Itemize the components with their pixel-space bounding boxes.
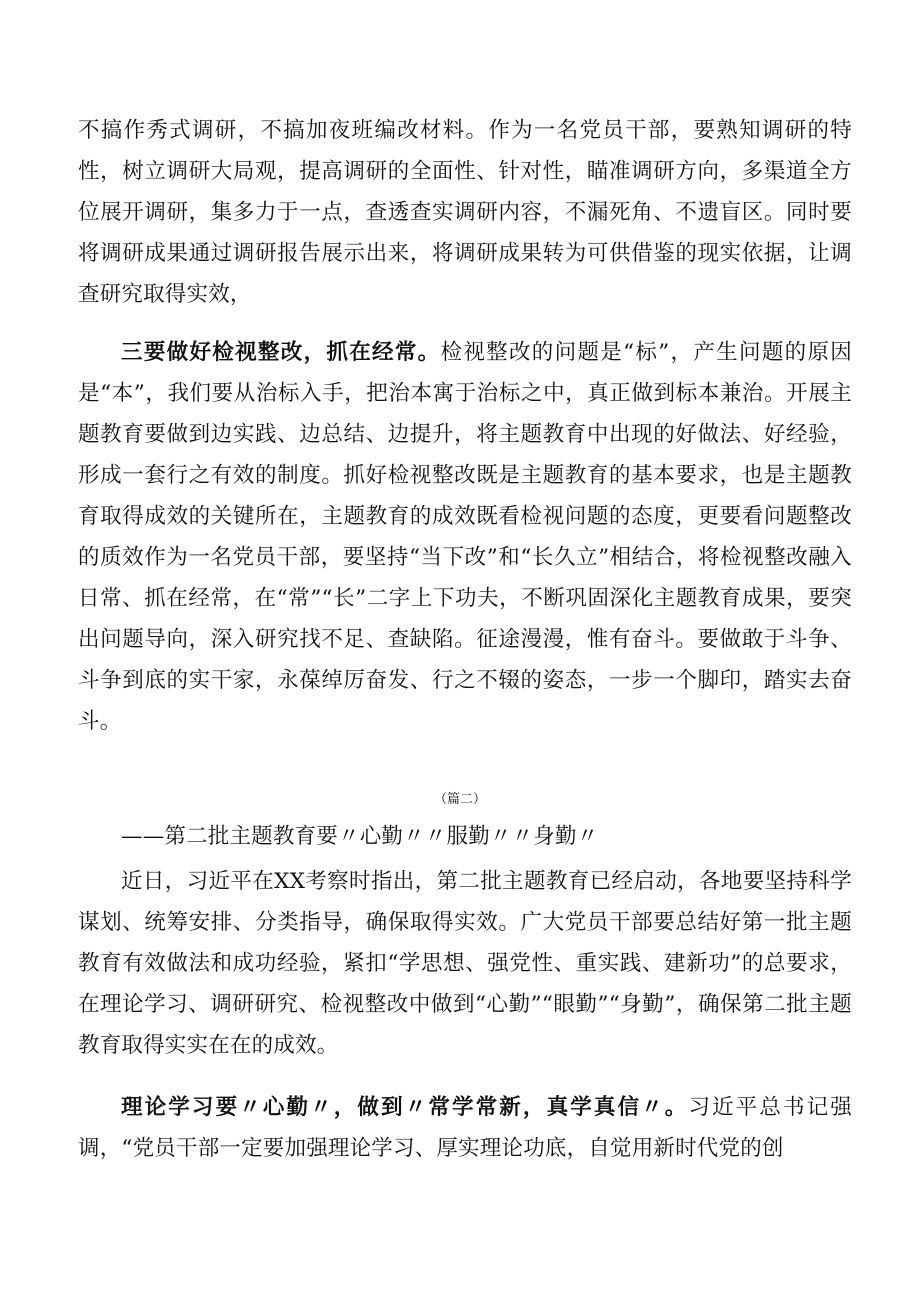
paragraph-intro: 近日，习近平在XX考察时指出，第二批主题教育已经启动，各地要坚持科学谋划、统筹安排、分类指导，确保取得实效。广大党员干部要总结好第一批主题教育有效做法和成功经验，紧扣“学思想、强党性、重实践、建新功”的总要求，在理论学习、调研研究、检视整改中做到“心勤”“眼勤”“身勤”，确保第二批主题教育取得实实在在的成效。 <box>78 869 852 1058</box>
paragraph-lead-heading: 理论学习要〃心勤〃，做到〃常学常新，真学真信〃。 <box>121 1095 689 1120</box>
paragraph-theory-study <box>78 1087 852 1169</box>
paragraph-rectification <box>78 332 852 742</box>
paragraph-body-text: 习近平总书记强调，“党员干部一定要加强理论学习、厚实理论功底，自觉用新时代党的创 <box>78 1095 852 1161</box>
section-subtitle: ——第二批主题教育要〃心勤〃〃服勤〃〃身勤〃 <box>121 824 599 849</box>
paragraph-research: 不搞作秀式调研，不搞加夜班编改材料。作为一名党员干部，要熟知调研的特性，树立调研大局观，提高调研的全面性、针对性，瞄准调研方向，多渠道全方位展开调研，集多力于一点，查透查实调研内容，不漏死角、不遗盲区。同时要将调研成果通过调研报告展示出来，将调研成果转为可供借鉴的现实依据，让调查研究取得实效， <box>78 118 852 307</box>
paragraph-lead-heading: 三要做好检视整改，抓在经常。 <box>121 340 441 365</box>
paragraph-body-text: 检视整改的问题是“标”，产生问题的原因是“本”，我们要从治标入手，把治本寓于治标之中，真正做到标本兼治。开展主题教育要做到边实践、边总结、边提升，将主题教育中出现的好做法、好经验，形成一套行之有效的制度。抓好检视整改既是主题教育的基本要求，也是主题教育取得成效的关键所在，主题教育的成效既看检视问题的态度，更要看问题整改的质效作为一名党员干部，要坚持“当下改”和“长久立”相结合，将检视整改融入日常、抓在经常，在“常”“长”二字上下功夫，不断巩固深化主题教育成果，要突出问题导向，深入研究找不足、查缺陷。征途漫漫，惟有奋斗。要做敢于斗争、斗争到底的实干家，永葆绰厉奋发、行之不辍的姿态，一步一个脚印，踏实去奋斗。 <box>78 340 852 734</box>
section-label: （篇二） <box>433 792 486 807</box>
